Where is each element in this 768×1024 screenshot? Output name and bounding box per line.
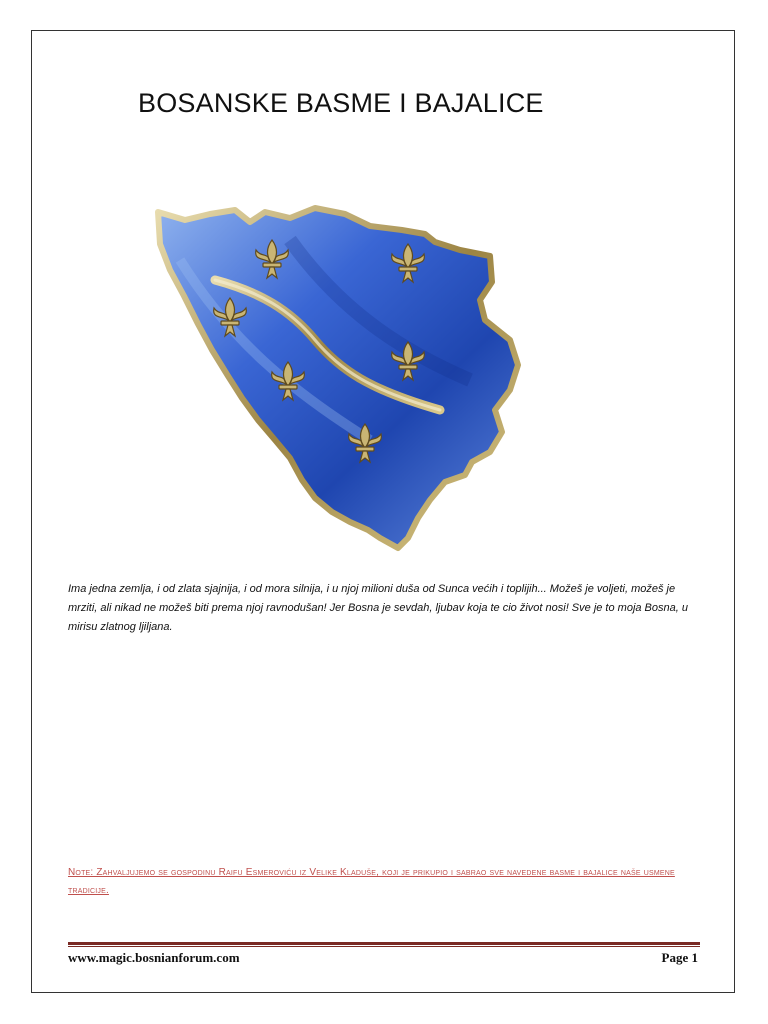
- intro-paragraph: Ima jedna zemlja, i od zlata sjajnija, i od mora silnija, i u njoj milioni duša od Sunca većih i toplijih... Možeš je voljeti, možeš je mrziti, ali nikad ne možeš biti prema njoj ravnodušan! Jer Bosna je sevdah, ljubav koja te cio život nosi! Sve je to moja Bosna, u mirisu zlatnog ljiljana.: [68, 583, 688, 633]
- bosnia-map-lily-emblem-icon: [140, 200, 530, 555]
- footer-rule: [68, 942, 700, 945]
- footer-rule-thin: [68, 946, 700, 947]
- footer-url[interactable]: www.magic.bosnianforum.com: [68, 950, 240, 965]
- document-title: BOSANSKE BASME I BAJALICE: [138, 88, 544, 118]
- footer-page-number: Page 1: [661, 950, 698, 965]
- acknowledgement-note: Note: Zahvaljujemo se gospodinu Raifu Esmeroviću iz Velike Kladuše, koji je prikupio i sabrao sve navedene basme i bajalice naše usmene tradicije.: [68, 867, 675, 896]
